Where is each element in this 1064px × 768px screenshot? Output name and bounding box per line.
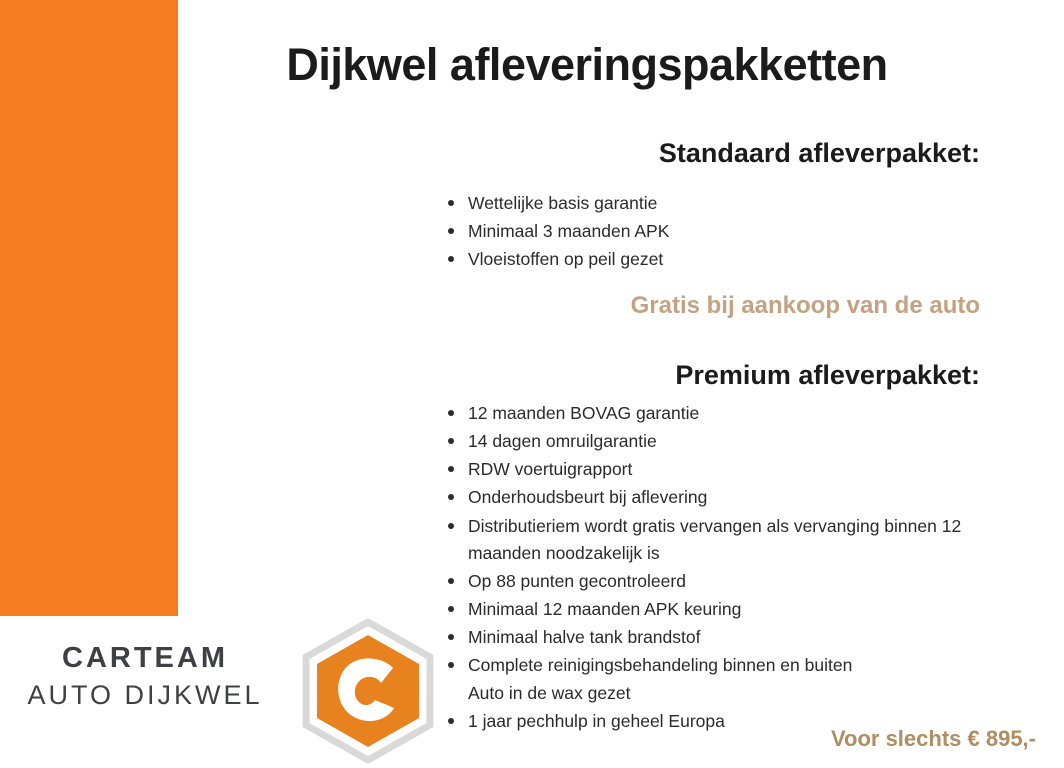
list-item xyxy=(448,624,968,651)
list-item xyxy=(448,456,968,483)
section-heading-standaard: Standaard afleverpakket: xyxy=(658,138,980,168)
brand-name-auto-dijkwel: AUTO DIJKWEL xyxy=(27,679,263,710)
list-item xyxy=(448,218,669,245)
list-item xyxy=(448,484,968,511)
list-item-label: Minimaal 3 maanden APK xyxy=(468,221,670,242)
page-title: Dijkwel afleveringspakketten xyxy=(286,39,888,90)
brand-name-carteam: CARTEAM xyxy=(62,642,228,674)
list-item xyxy=(448,246,669,273)
list-item xyxy=(448,400,968,427)
list-item xyxy=(448,680,968,707)
list-item xyxy=(448,513,968,567)
brand-block xyxy=(10,640,280,713)
list-premium xyxy=(428,400,968,737)
price-tagline: Voor slechts € 895,- xyxy=(830,726,1036,751)
list-item-label: Onderhoudsbeurt bij aflevering xyxy=(468,487,708,508)
list-item-label: Vloeistoffen op peil gezet xyxy=(468,249,664,270)
list-item-label: Minimaal 12 maanden APK keuring xyxy=(468,598,742,619)
section-heading-premium: Premium afleverpakket: xyxy=(675,360,980,390)
tagline-standaard: Gratis bij aankoop van de auto xyxy=(630,292,980,319)
list-item-label: Auto in de wax gezet xyxy=(468,683,631,704)
list-item-label: RDW voertuigrapport xyxy=(468,459,633,480)
list-item-label: 14 dagen omruilgarantie xyxy=(468,431,657,452)
list-standaard xyxy=(428,190,669,274)
list-item xyxy=(448,190,669,217)
list-item xyxy=(448,568,968,595)
list-item-label: 1 jaar pechhulp in geheel Europa xyxy=(468,711,725,732)
list-item-label: Distributieriem wordt gratis vervangen als vervanging binnen 12 maanden noodzakelijk is xyxy=(468,515,962,563)
list-item-label: Complete reinigingsbehandeling binnen en buiten xyxy=(468,655,853,676)
orange-accent-bar xyxy=(0,0,178,616)
list-item-label: Minimaal halve tank brandstof xyxy=(468,627,701,647)
carteam-logo xyxy=(300,618,436,764)
list-item-label: Op 88 punten gecontroleerd xyxy=(468,570,686,591)
list-item xyxy=(448,652,968,679)
list-item xyxy=(448,596,968,623)
list-item-label: 12 maanden BOVAG garantie xyxy=(468,403,700,423)
list-item-label: Wettelijke basis garantie xyxy=(468,193,658,213)
list-item xyxy=(448,428,968,455)
